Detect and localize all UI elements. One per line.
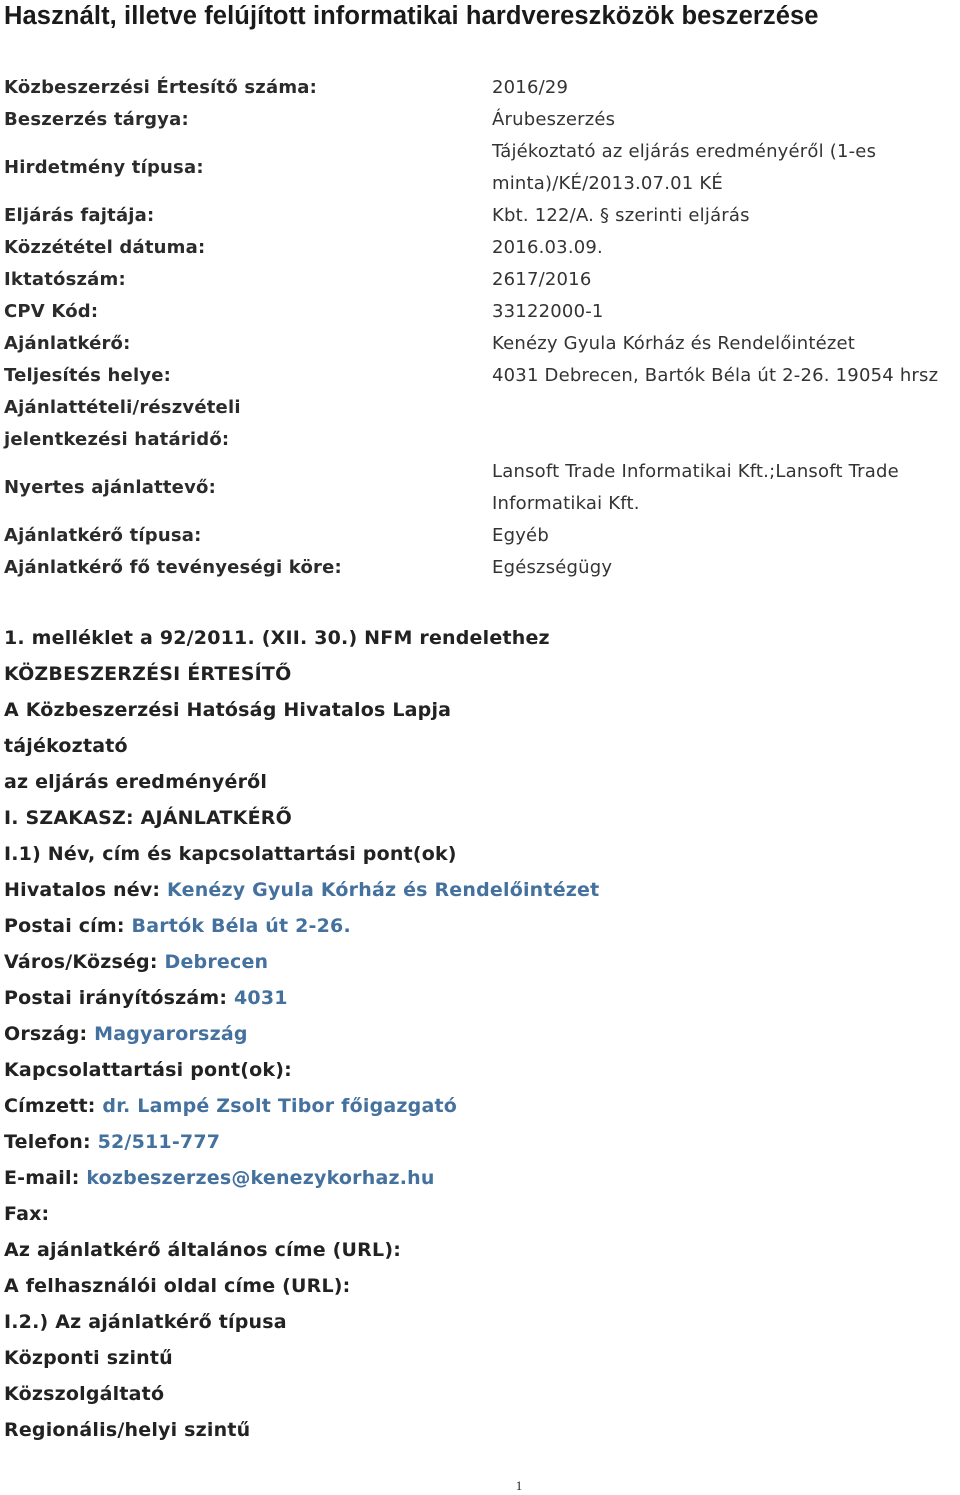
meta-value: Kbt. 122/A. § szerinti eljárás (492, 205, 750, 226)
body-line-label: A felhasználói oldal címe (URL): (4, 1275, 351, 1297)
body-line-label: I.1) Név, cím és kapcsolattartási pont(ok) (4, 843, 457, 865)
body-line (4, 1196, 954, 1232)
body-line-label: KÖZBESZERZÉSI ÉRTESÍTŐ (4, 663, 292, 685)
body-line (4, 908, 954, 944)
meta-value: Kenézy Gyula Kórház és Rendelőintézet (492, 333, 856, 354)
meta-label: Iktatószám: (4, 269, 126, 290)
body-line-label: I. SZAKASZ: AJÁNLATKÉRŐ (4, 807, 292, 829)
meta-label: Eljárás fajtája: (4, 205, 155, 226)
body-line-label: Ország: (4, 1023, 95, 1045)
body-line-label: az eljárás eredményéről (4, 771, 268, 793)
body-line (4, 1340, 954, 1376)
body-line-label: Postai irányítószám: (4, 987, 234, 1009)
body-line (4, 728, 954, 764)
body-line-label: Kapcsolattartási pont(ok): (4, 1059, 292, 1081)
meta-value: Lansoft Trade Informatikai Kft.;Lansoft Trade Informatikai Kft. (492, 461, 899, 514)
meta-value: 2016.03.09. (492, 237, 603, 258)
body-line-label: 1. melléklet a 92/2011. (XII. 30.) NFM rendelethez (4, 627, 550, 649)
meta-label: Ajánlatkérő típusa: (4, 525, 202, 546)
body-line (4, 944, 954, 980)
body-line-label: Központi szintű (4, 1347, 173, 1369)
body-line (4, 1268, 954, 1304)
body-line-value: Bartók Béla út 2-26. (131, 915, 351, 937)
body-line (4, 1304, 954, 1340)
meta-label: Ajánlatkérő: (4, 333, 131, 354)
body-line-label: Telefon: (4, 1131, 98, 1153)
meta-label: CPV Kód: (4, 301, 99, 322)
body-line (4, 1016, 954, 1052)
body-line-label: Regionális/helyi szintű (4, 1419, 251, 1441)
body-line-label: Az ajánlatkérő általános címe (URL): (4, 1239, 402, 1261)
body-line-label: I.2.) Az ajánlatkérő típusa (4, 1311, 287, 1333)
notice-metadata-table (4, 72, 954, 584)
meta-row (4, 136, 954, 200)
body-line-value: 4031 (233, 987, 288, 1009)
meta-value: Egészségügy (492, 557, 613, 578)
body-line (4, 620, 954, 656)
meta-label: Közbeszerzési Értesítő száma: (4, 77, 318, 98)
body-line-value: dr. Lampé Zsolt Tibor főigazgató (102, 1095, 458, 1117)
body-line (4, 836, 954, 872)
body-line (4, 764, 954, 800)
meta-value: Tájékoztató az eljárás eredményéről (1-es minta)/KÉ/2013.07.01 KÉ (492, 141, 877, 194)
meta-label: Teljesítés helye: (4, 365, 172, 386)
body-line-label: Postai cím: (4, 915, 132, 937)
body-line (4, 1232, 954, 1268)
body-line (4, 1088, 954, 1124)
meta-label: Nyertes ajánlattevő: (4, 477, 216, 498)
body-line (4, 656, 954, 692)
body-line-label: A Közbeszerzési Hatóság Hivatalos Lapja (4, 699, 452, 721)
body-line (4, 800, 954, 836)
meta-label: Hirdetmény típusa: (4, 157, 204, 178)
body-line (4, 1052, 954, 1088)
meta-value: 33122000-1 (492, 301, 604, 322)
meta-label: Ajánlattételi/részvételi jelentkezési határidő: (4, 397, 241, 450)
body-line (4, 1124, 954, 1160)
meta-label: Beszerzés tárgya: (4, 109, 189, 130)
body-line-label: tájékoztató (4, 735, 128, 757)
meta-row (4, 200, 954, 232)
meta-row (4, 72, 954, 104)
body-line-label: Hivatalos név: (4, 879, 168, 901)
notice-body (4, 620, 954, 1448)
body-line-label: Fax: (4, 1203, 50, 1225)
body-line (4, 692, 954, 728)
meta-row (4, 264, 954, 296)
meta-row (4, 456, 954, 520)
meta-label: Közzététel dátuma: (4, 237, 206, 258)
body-line (4, 980, 954, 1016)
meta-value: Árubeszerzés (492, 109, 616, 130)
body-line-value: 52/511-777 (97, 1131, 221, 1153)
body-line-label: E-mail: (4, 1167, 87, 1189)
meta-value: 2617/2016 (492, 269, 592, 290)
body-line-value: Magyarország (94, 1023, 248, 1045)
body-line (4, 872, 954, 908)
body-line (4, 1412, 954, 1448)
body-line (4, 1160, 954, 1196)
page-title: Használt, illetve felújított informatikai hardvereszközök beszerzése (4, 2, 819, 30)
body-line-value: Debrecen (164, 951, 269, 973)
meta-row (4, 392, 954, 456)
meta-row (4, 520, 954, 552)
meta-row (4, 552, 954, 584)
meta-row (4, 232, 954, 264)
meta-value: 2016/29 (492, 77, 569, 98)
body-line (4, 1376, 954, 1412)
meta-value: 4031 Debrecen, Bartók Béla út 2-26. 19054 hrsz (492, 365, 939, 386)
body-line-label: Közszolgáltató (4, 1383, 165, 1405)
body-line-value: Kenézy Gyula Kórház és Rendelőintézet (167, 879, 600, 901)
meta-row (4, 360, 954, 392)
meta-value: Egyéb (492, 525, 549, 546)
meta-label: Ajánlatkérő fő tevényeségi köre: (4, 557, 342, 578)
body-line-label: Címzett: (4, 1095, 103, 1117)
meta-row (4, 328, 954, 360)
email-link[interactable]: kozbeszerzes@kenezykorhaz.hu (86, 1167, 435, 1189)
meta-row (4, 104, 954, 136)
meta-row (4, 296, 954, 328)
body-line-label: Város/Község: (4, 951, 165, 973)
page-number: 1 (515, 1478, 523, 1493)
